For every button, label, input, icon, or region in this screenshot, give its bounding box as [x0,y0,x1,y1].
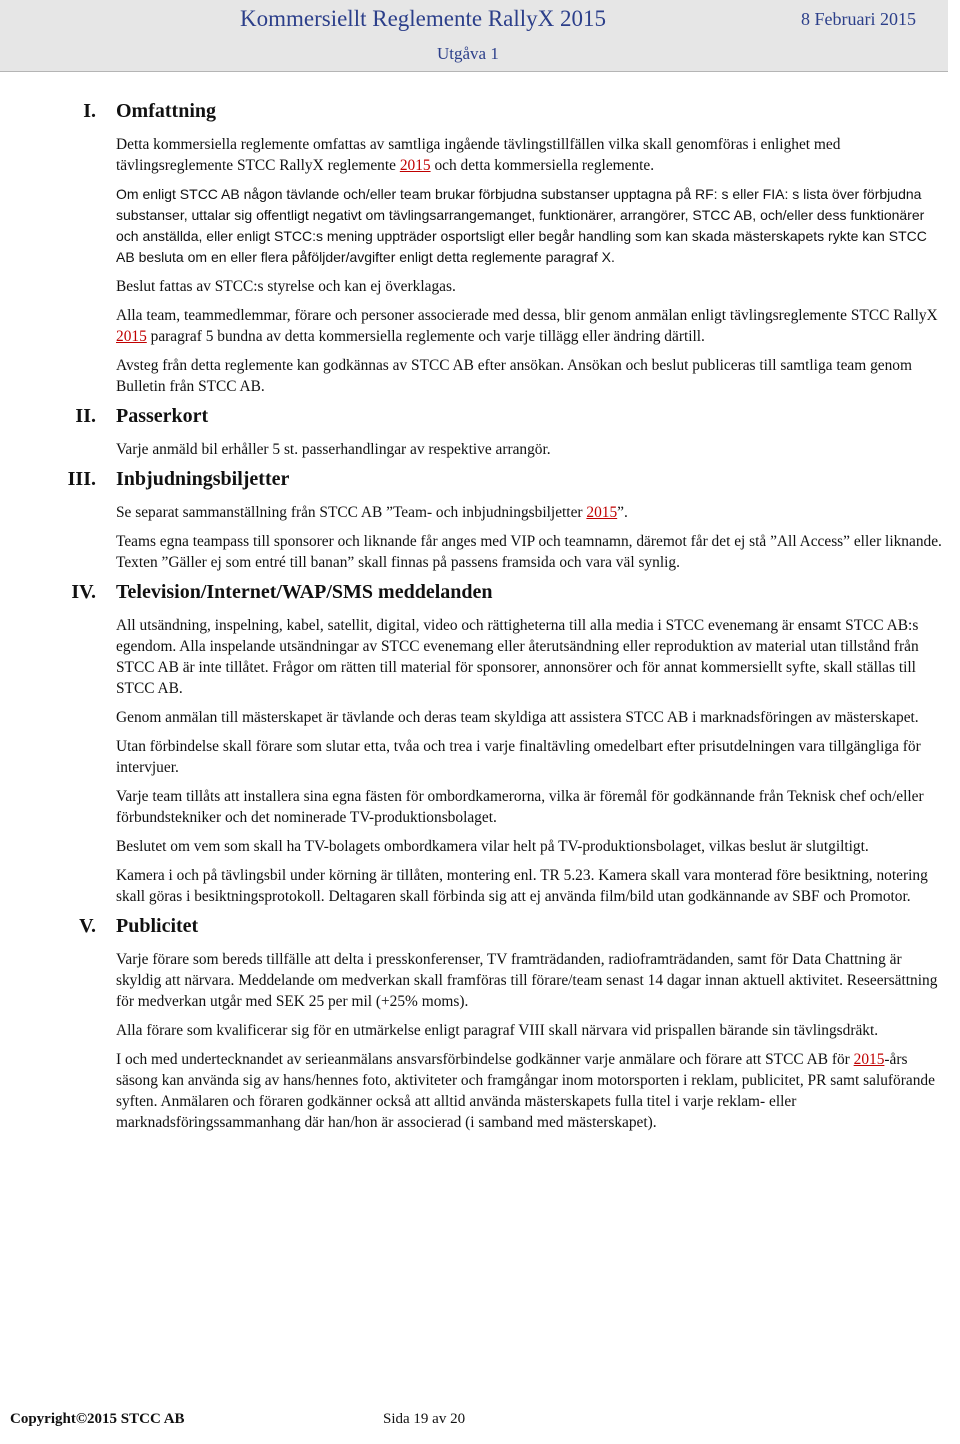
footer-copyright: Copyright©2015 STCC AB [10,1411,185,1427]
text-run: Utan förbindelse skall förare som slutar etta, tvåa och trea i varje finaltävling omedelbart efter prisutdelningen vara tillgängliga för intervjuer. [116,738,921,776]
year-highlight: 2015 [586,504,618,521]
year-highlight: 2015 [116,328,147,345]
text-run: Alla team, teammedlemmar, förare och personer associerade med dessa, blir genom anmälan enligt tävlingsreglemente STCC RallyX [116,307,938,324]
section-number: III. [67,468,96,490]
paragraph [116,134,946,176]
paragraph [116,305,946,347]
text-run: -års säsong kan använda sig av hans/hennes foto, aktiviteter och framgångar inom motorsporten i reklam, publicitet, PR samt saluförande syften. Anmälaren och föraren godkänner också att alltid använda mästerskapets fulla titel i varje reklam- eller marknadsföringssammanhang där han/hon är associerad (i samband med mästerskapet). [116,1051,935,1131]
section-number: II. [75,405,96,427]
text-run: och detta kommersiella reglemente. [430,157,655,174]
paragraph [116,786,946,828]
page-header [0,0,948,72]
paragraph [116,707,946,728]
section-title: Passerkort [116,405,209,427]
paragraph [116,502,946,523]
section-2 [0,405,960,460]
section-number: I. [83,100,96,122]
text-run: Beslutet om vem som skall ha TV-bolagets ombordkamera vilar helt på TV-produktionsbolaget, vilkas beslut är slutgiltigt. [116,838,869,855]
text-run: Detta kommersiella reglemente omfattas av samtliga ingående tävlingstillfällen vilka skall genomföras i enlighet med tävlingsreglemente STCC RallyX reglemente [116,136,841,174]
text-run: Kamera i och på tävlingsbil under körning är tillåten, montering enl. TR 5.23. Kamera skall vara monterad före besiktning, notering skall göras i besiktningsprotokoll. Deltagaren skall förbinda sig att ej använda film/bild utan godkännande av SBF och Promotor. [116,867,928,905]
paragraph [116,531,946,573]
year-highlight: 2015 [853,1051,885,1068]
section-1 [0,100,960,397]
footer-page-number: Sida 19 av 20 [383,1411,466,1427]
section-title: Inbjudningsbiljetter [116,468,290,490]
paragraph [116,439,946,460]
section-title: Omfattning [116,100,216,122]
paragraph [116,736,946,778]
section-heading [0,100,960,130]
document-title: Kommersiellt Reglemente RallyX 2015 [240,6,607,31]
paragraph [116,276,946,297]
paragraph [116,615,946,699]
section-4 [0,581,960,907]
section-number: V. [79,915,96,937]
page-footer [0,1411,960,1435]
text-run: Teams egna teampass till sponsorer och liknande får anges med VIP och teamnamn, däremot får det ej stå ”All Access” eller liknande. Texten ”Gäller ej som entré till banan” skall finnas på passens framsida och vara väl synlig. [116,533,942,571]
paragraph [116,184,946,268]
text-run: Beslut fattas av STCC:s styrelse och kan ej överklagas. [116,278,456,295]
section-heading [0,581,960,611]
paragraph [116,1049,946,1133]
text-run: All utsändning, inspelning, kabel, satellit, digital, video och rättigheterna till alla media i STCC evenemang är ensamt STCC AB:s egendom. Alla inspelande utsändningar av STCC evenemang eller återutsändning eller reproduktion av material utan tillstånd från STCC AB är inte tillåtet. Frågor om rätten till material för sponsorer, annonsörer och för annat kommersiellt syfte, skall ställas till STCC AB. [116,617,919,697]
text-run: ”. [617,504,628,521]
text-run: Alla förare som kvalificerar sig för en utmärkelse enligt paragraf VIII skall närvara vid prispallen bärande sin tävlingsdräkt. [116,1022,879,1039]
text-run: Varje förare som bereds tillfälle att delta i presskonferenser, TV framträdanden, radioframträdanden, samt för Data Chattning är skyldig att närvara. Meddelande om medverkan skall framföras till förare/team senast 14 dagar innan aktuell aktivitet. Reseersättning för medverkan utgår med SEK 25 per mil (+25% moms). [116,951,938,1010]
text-run: Varje team tillåts att installera sina egna fästen för ombordkamerorna, vilka är föremål för godkännande från Teknisk chef och/eller förbundstekniker och det nominerade TV-produktionsbolaget. [116,788,924,826]
paragraph [116,1020,946,1041]
text-run: I och med undertecknandet av serieanmälans ansvarsförbindelse godkänner varje anmälare och förare att STCC AB för [116,1051,854,1068]
text-run: Avsteg från detta reglemente kan godkännas av STCC AB efter ansökan. Ansökan och beslut publiceras till samtliga team genom Bulletin från STCC AB. [116,357,912,395]
paragraph [116,355,946,397]
section-heading [0,915,960,945]
section-heading [0,468,960,498]
document-edition: Utgåva 1 [437,44,499,63]
year-highlight: 2015 [399,157,431,174]
section-title: Television/Internet/WAP/SMS meddelanden [116,581,493,603]
text-run: paragraf 5 bundna av detta kommersiella reglemente och varje tillägg eller ändring därtill. [146,328,705,345]
section-number: IV. [71,581,96,603]
paragraph [116,865,946,907]
paragraph [116,949,946,1012]
section-5 [0,915,960,1133]
section-3 [0,468,960,573]
section-title: Publicitet [116,915,199,937]
text-run: Genom anmälan till mästerskapet är tävlande och deras team skyldiga att assistera STCC AB i marknadsföringen av mästerskapet. [116,709,919,726]
text-run: Varje anmäld bil erhåller 5 st. passerhandlingar av respektive arrangör. [116,441,551,458]
document-body [0,100,960,1141]
section-heading [0,405,960,435]
text-run: Se separat sammanställning från STCC AB ”Team- och inbjudningsbiljetter [116,504,587,521]
paragraph [116,836,946,857]
document-date: 8 Februari 2015 [801,9,916,29]
text-run: Om enligt STCC AB någon tävlande och/eller team brukar förbjudna substanser upptagna på RF: s eller FIA: s lista över förbjudna substanser, uttalar sig offentligt negativt om tävlingsarrangemanget, funktionärer, arrangörer, STCC AB, och/eller dess funktionärer och anställda, eller enligt STCC:s mening uppträder osportsligt eller begår handling som kan skada mästerskapets rykte kan STCC AB besluta om en eller flera påföljder/avgifter enligt detta reglemente paragraf X. [116,186,927,265]
